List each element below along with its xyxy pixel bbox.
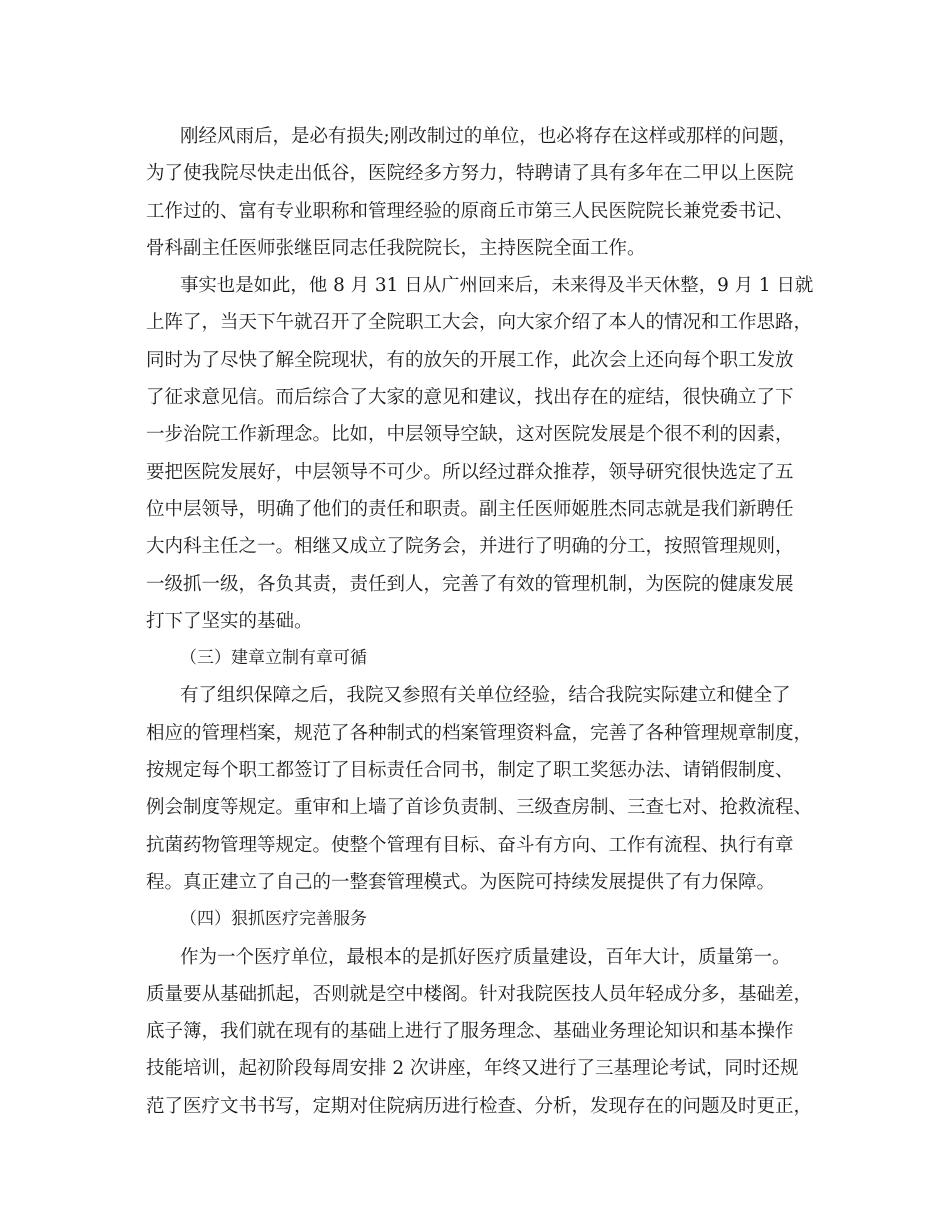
text-line: 为了使我院尽快走出低谷，医院经多方努力，特聘请了具有多年在二甲以上医院	[146, 163, 794, 185]
text-line: 程。真正建立了自己的一整套管理模式。为医院可持续发展提供了有力保障。	[146, 871, 776, 893]
text-line: 质量要从基础抓起，否则就是空中楼阁。针对我院医技人员年轻成分多，基础差，	[146, 983, 813, 1005]
text-line: 抗菌药物管理等规定。使整个管理有目标、奋斗有方向、工作有流程、执行有章	[146, 834, 794, 856]
text-line: 相应的管理档案，规范了各种制式的档案管理资料盒，完善了各种管理规章制度，	[146, 722, 813, 744]
text-line: 了征求意见信。而后综合了大家的意见和建议，找出存在的症结，很快确立了下	[146, 387, 794, 409]
text-line: 同时为了尽快了解全院现状，有的放矢的开展工作，此次会上还向每个职工发放	[146, 349, 794, 371]
text-line: 上阵了，当天下午就召开了全院职工大会，向大家介绍了本人的情况和工作思路，	[146, 312, 813, 334]
text-line: 位中层领导，明确了他们的责任和职责。副主任医师姬胜杰同志就是我们新聘任	[146, 498, 794, 520]
text-line: 例会制度等规定。重审和上墙了首诊负责制、三级查房制、三查七对、抢救流程、	[146, 797, 813, 819]
text-line: 骨科副主任医师张继臣同志任我院院长，主持医院全面工作。	[146, 237, 646, 259]
text-line: 有了组织保障之后，我院又参照有关单位经验，结合我院实际建立和健全了	[180, 685, 791, 707]
text-line: 范了医疗文书书写，定期对住院病历进行检查、分析，发现存在的问题及时更正，	[146, 1095, 813, 1117]
text-line: 一步治院工作新理念。比如，中层领导空缺，这对医院发展是个很不利的因素，	[146, 424, 794, 446]
section-heading: （四）狠抓医疗完善服务	[180, 909, 367, 930]
text-line: 事实也是如此，他 8 月 31 日从广州回来后，未来得及半天休整，9 月 1 日就	[180, 275, 814, 297]
text-line: 工作过的、富有专业职称和管理经验的原商丘市第三人民医院院长兼党委书记、	[146, 200, 794, 222]
text-line: 一级抓一级，各负其责，责任到人，完善了有效的管理机制，为医院的健康发展	[146, 573, 794, 595]
text-line: 底子簿，我们就在现有的基础上进行了服务理念、基础业务理论知识和基本操作	[146, 1021, 794, 1043]
text-line: 按规定每个职工都签订了目标责任合同书，制定了职工奖惩办法、请销假制度、	[146, 760, 794, 782]
text-line: 打下了坚实的基础。	[146, 610, 313, 632]
text-line: 要把医院发展好，中层领导不可少。所以经过群众推荐，领导研究很快选定了五	[146, 461, 794, 483]
document-body	[146, 118, 814, 1125]
text-line: 刚经风雨后，是必有损失;刚改制过的单位，也必将存在这样或那样的问题，	[180, 126, 797, 147]
text-line: 技能培训，起初阶段每周安排 2 次讲座，年终又进行了三基理论考试，同时还规	[146, 1058, 799, 1080]
section-heading: （三）建章立制有章可循	[180, 648, 367, 669]
text-line: 大内科主任之一。相继又成立了院务会，并进行了明确的分工，按照管理规则，	[146, 536, 794, 558]
text-line: 作为一个医疗单位，最根本的是抓好医疗质量建设，百年大计，质量第一。	[180, 946, 791, 968]
